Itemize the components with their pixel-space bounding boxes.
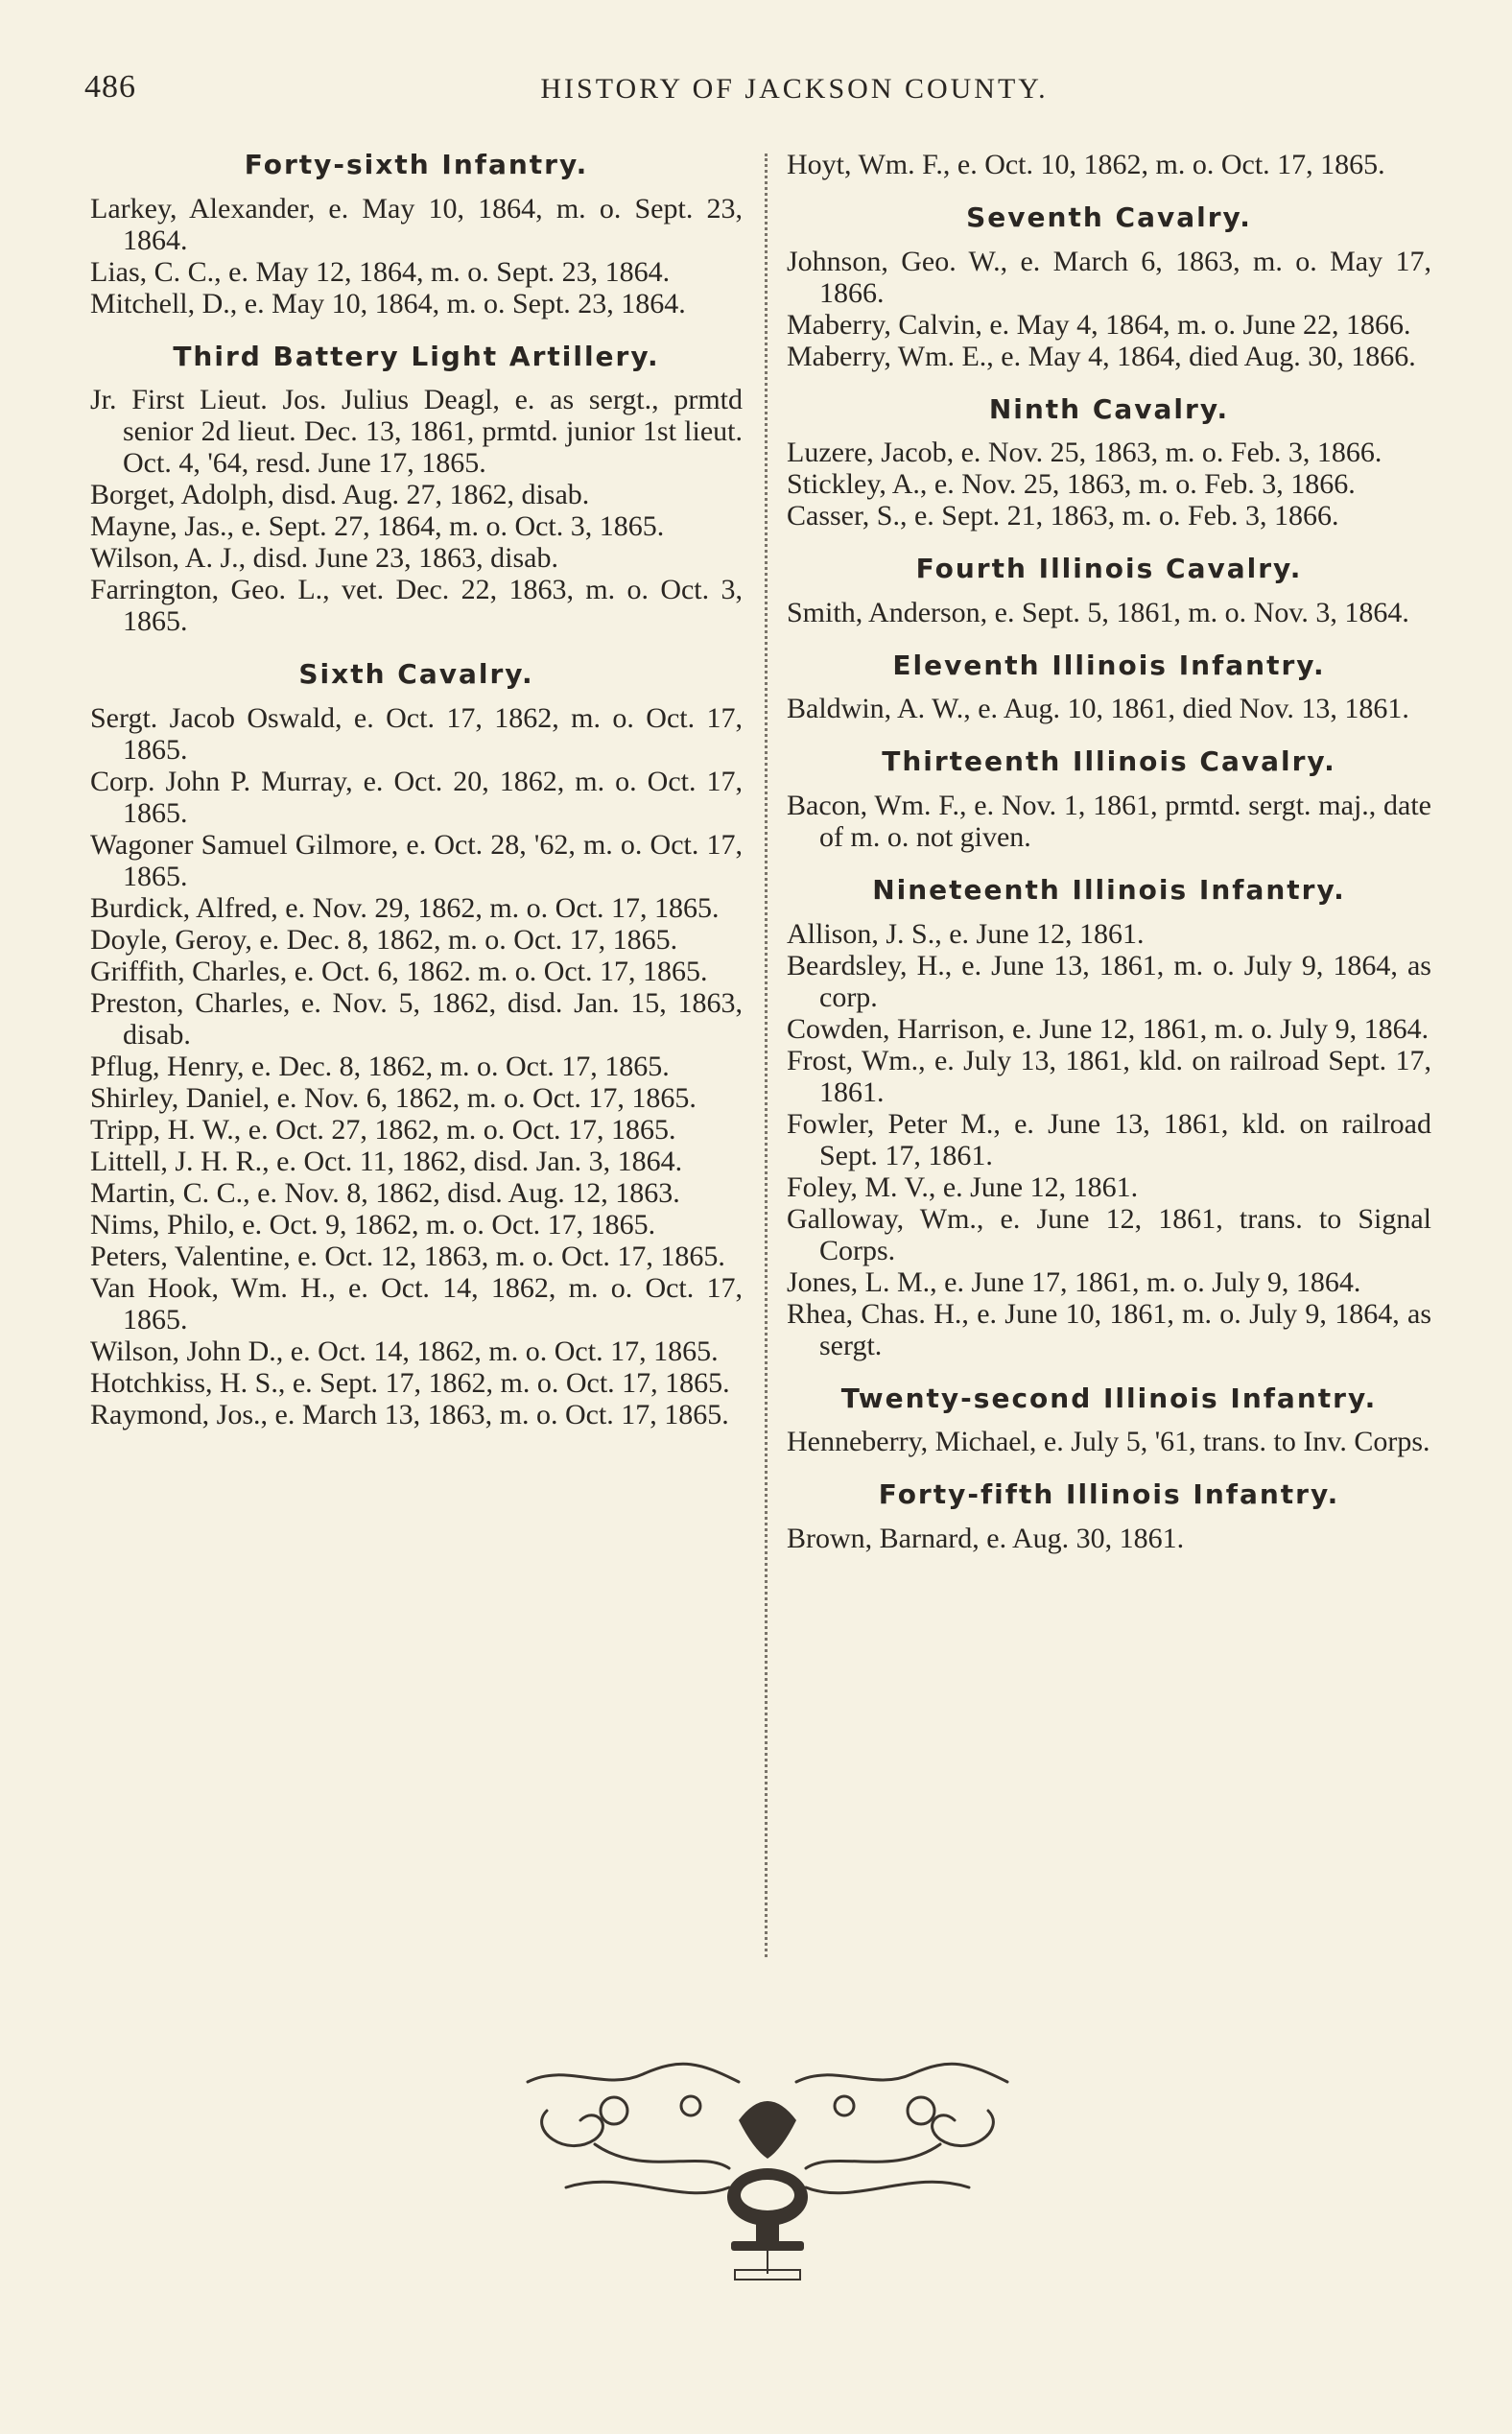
section-heading: Fourth Illinois Cavalry.: [915, 553, 1303, 585]
roster-entry: Farrington, Geo. L., vet. Dec. 22, 1863, m. o. Oct. 3, 1865.: [90, 574, 743, 638]
roster-entry: Baldwin, A. W., e. Aug. 10, 1861, died Nov. 13, 1861.: [787, 693, 1409, 725]
section-twenty-second-illinois-infantry: [787, 1382, 1431, 1458]
running-head: [84, 69, 1428, 117]
page-number: 486: [84, 69, 136, 105]
roster-entry: Henneberry, Michael, e. July 5, '61, trans. to Inv. Corps.: [787, 1426, 1430, 1458]
roster-entry: Tripp, H. W., e. Oct. 27, 1862, m. o. Oct. 17, 1865.: [90, 1113, 676, 1146]
roster-entry: Jr. First Lieut. Jos. Julius Deagl, e. as sergt., prmtd senior 2d lieut. Dec. 13, 1861, prmtd. junior 1st lieut. Oct. 4, '64, resd. June 17, 1865.: [90, 384, 743, 480]
roster-entry: Jones, L. M., e. June 17, 1861, m. o. July 9, 1864.: [787, 1265, 1361, 1298]
roster-entry: Mitchell, D., e. May 10, 1864, m. o. Sept. 23, 1864.: [90, 287, 686, 319]
section-heading: Eleventh Illinois Infantry.: [892, 649, 1326, 681]
scroll-ornament-icon: [508, 2053, 1027, 2283]
roster-entry: Beardsley, H., e. June 13, 1861, m. o. July 9, 1864, as corp.: [787, 949, 1431, 1013]
running-title: HISTORY OF JACKSON COUNTY.: [540, 73, 1049, 105]
roster-entry: Hoyt, Wm. F., e. Oct. 10, 1862, m. o. Oct. 17, 1865.: [787, 149, 1385, 180]
roster-entry: Burdick, Alfred, e. Nov. 29, 1862, m. o. Oct. 17, 1865.: [90, 891, 720, 924]
roster-entry: Johnson, Geo. W., e. March 6, 1863, m. o. May 17, 1866.: [787, 245, 1431, 309]
section-nineteenth-illinois-infantry: [787, 874, 1431, 1361]
section-eleventh-illinois-infantry: [787, 650, 1431, 725]
section-thirteenth-illinois-cavalry: [787, 745, 1431, 853]
roster-entry: Van Hook, Wm. H., e. Oct. 14, 1862, m. o. Oct. 17, 1865.: [90, 1271, 743, 1335]
left-column: [90, 149, 743, 1430]
roster-entry: Foley, M. V., e. June 12, 1861.: [787, 1170, 1139, 1203]
roster-entry: Sergt. Jacob Oswald, e. Oct. 17, 1862, m. o. Oct. 17, 1865.: [90, 701, 743, 766]
section-forty-fifth-illinois-infantry: [787, 1478, 1431, 1554]
roster-entry: Luzere, Jacob, e. Nov. 25, 1863, m. o. Feb. 3, 1866.: [787, 437, 1382, 469]
roster-entry: Maberry, Wm. E., e. May 4, 1864, died Aug. 30, 1866.: [787, 340, 1416, 372]
roster-entry: Allison, J. S., e. June 12, 1861.: [787, 917, 1145, 950]
roster-entry: Casser, S., e. Sept. 21, 1863, m. o. Feb. 3, 1866.: [787, 500, 1339, 532]
right-column: [787, 149, 1431, 1554]
roster-entry: Maberry, Calvin, e. May 4, 1864, m. o. June 22, 1866.: [787, 308, 1411, 341]
section-ninth-cavalry: [787, 393, 1431, 532]
section-seventh-cavalry: [787, 201, 1431, 372]
roster-entry: Mayne, Jas., e. Sept. 27, 1864, m. o. Oct. 3, 1865.: [90, 510, 665, 543]
roster-entry: Pflug, Henry, e. Dec. 8, 1862, m. o. Oct. 17, 1865.: [90, 1050, 670, 1082]
roster-entry: Nims, Philo, e. Oct. 9, 1862, m. o. Oct. 17, 1865.: [90, 1208, 656, 1241]
roster-entry: Littell, J. H. R., e. Oct. 11, 1862, disd. Jan. 3, 1864.: [90, 1145, 683, 1177]
section-heading: Third Battery Light Artillery.: [173, 340, 660, 372]
roster-entry: Cowden, Harrison, e. June 12, 1861, m. o. July 9, 1864.: [787, 1012, 1429, 1045]
section-heading: Twenty-second Illinois Infantry.: [840, 1382, 1378, 1414]
roster-entry: Corp. John P. Murray, e. Oct. 20, 1862, m. o. Oct. 17, 1865.: [90, 765, 743, 829]
roster-entry: Preston, Charles, e. Nov. 5, 1862, disd. Jan. 15, 1863, disab.: [90, 986, 743, 1051]
roster-entry: Rhea, Chas. H., e. June 10, 1861, m. o. July 9, 1864, as sergt.: [787, 1297, 1431, 1361]
section-heading: Ninth Cavalry.: [988, 392, 1230, 425]
section-fourth-illinois-cavalry: [787, 553, 1431, 628]
roster-entry: Lias, C. C., e. May 12, 1864, m. o. Sept. 23, 1864.: [90, 255, 671, 288]
roster-entry: Brown, Barnard, e. Aug. 30, 1861.: [787, 1522, 1185, 1554]
roster-entry: Fowler, Peter M., e. June 13, 1861, kld. on railroad Sept. 17, 1861.: [787, 1107, 1431, 1171]
section-heading: Nineteenth Illinois Infantry.: [872, 873, 1346, 906]
section-heading: Seventh Cavalry.: [966, 201, 1252, 233]
section-heading: Thirteenth Illinois Cavalry.: [882, 745, 1336, 778]
roster-entry: Hotchkiss, H. S., e. Sept. 17, 1862, m. o. Oct. 17, 1865.: [90, 1366, 730, 1399]
roster-entry: Galloway, Wm., e. June 12, 1861, trans. to Signal Corps.: [787, 1202, 1431, 1266]
column-divider: [765, 154, 768, 1957]
roster-entry: Larkey, Alexander, e. May 10, 1864, m. o. Sept. 23, 1864.: [90, 192, 743, 256]
roster-entry: Frost, Wm., e. July 13, 1861, kld. on railroad Sept. 17, 1861.: [787, 1044, 1431, 1108]
roster-entry: Doyle, Geroy, e. Dec. 8, 1862, m. o. Oct. 17, 1865.: [90, 923, 678, 956]
section-forty-sixth-infantry: [90, 149, 743, 319]
roster-entry: Wilson, John D., e. Oct. 14, 1862, m. o. Oct. 17, 1865.: [90, 1335, 719, 1367]
section-third-battery-light-artillery: [90, 341, 743, 638]
section-heading: Forty-fifth Illinois Infantry.: [878, 1478, 1340, 1511]
roster-entry: Shirley, Daniel, e. Nov. 6, 1862, m. o. Oct. 17, 1865.: [90, 1081, 697, 1114]
roster-entry: Wagoner Samuel Gilmore, e. Oct. 28, '62, m. o. Oct. 17, 1865.: [90, 828, 743, 892]
roster-entry: Stickley, A., e. Nov. 25, 1863, m. o. Feb. 3, 1866.: [787, 468, 1356, 501]
roster-entry: Raymond, Jos., e. March 13, 1863, m. o. Oct. 17, 1865.: [90, 1398, 729, 1430]
roster-entry: Peters, Valentine, e. Oct. 12, 1863, m. o. Oct. 17, 1865.: [90, 1240, 725, 1272]
section-continued: [787, 149, 1431, 180]
roster-entry: Martin, C. C., e. Nov. 8, 1862, disd. Aug. 12, 1863.: [90, 1176, 680, 1209]
roster-entry: Bacon, Wm. F., e. Nov. 1, 1861, prmtd. sergt. maj., date of m. o. not given.: [787, 789, 1431, 853]
roster-entry: Wilson, A. J., disd. June 23, 1863, disab.: [90, 542, 558, 575]
section-heading: Sixth Cavalry.: [298, 658, 534, 691]
roster-entry: Griffith, Charles, e. Oct. 6, 1862. m. o. Oct. 17, 1865.: [90, 955, 708, 987]
section-heading: Forty-sixth Infantry.: [244, 149, 589, 180]
roster-entry: Borget, Adolph, disd. Aug. 27, 1862, disab.: [90, 479, 590, 511]
roster-entry: Smith, Anderson, e. Sept. 5, 1861, m. o. Nov. 3, 1864.: [787, 596, 1409, 628]
section-sixth-cavalry: [90, 658, 743, 1430]
